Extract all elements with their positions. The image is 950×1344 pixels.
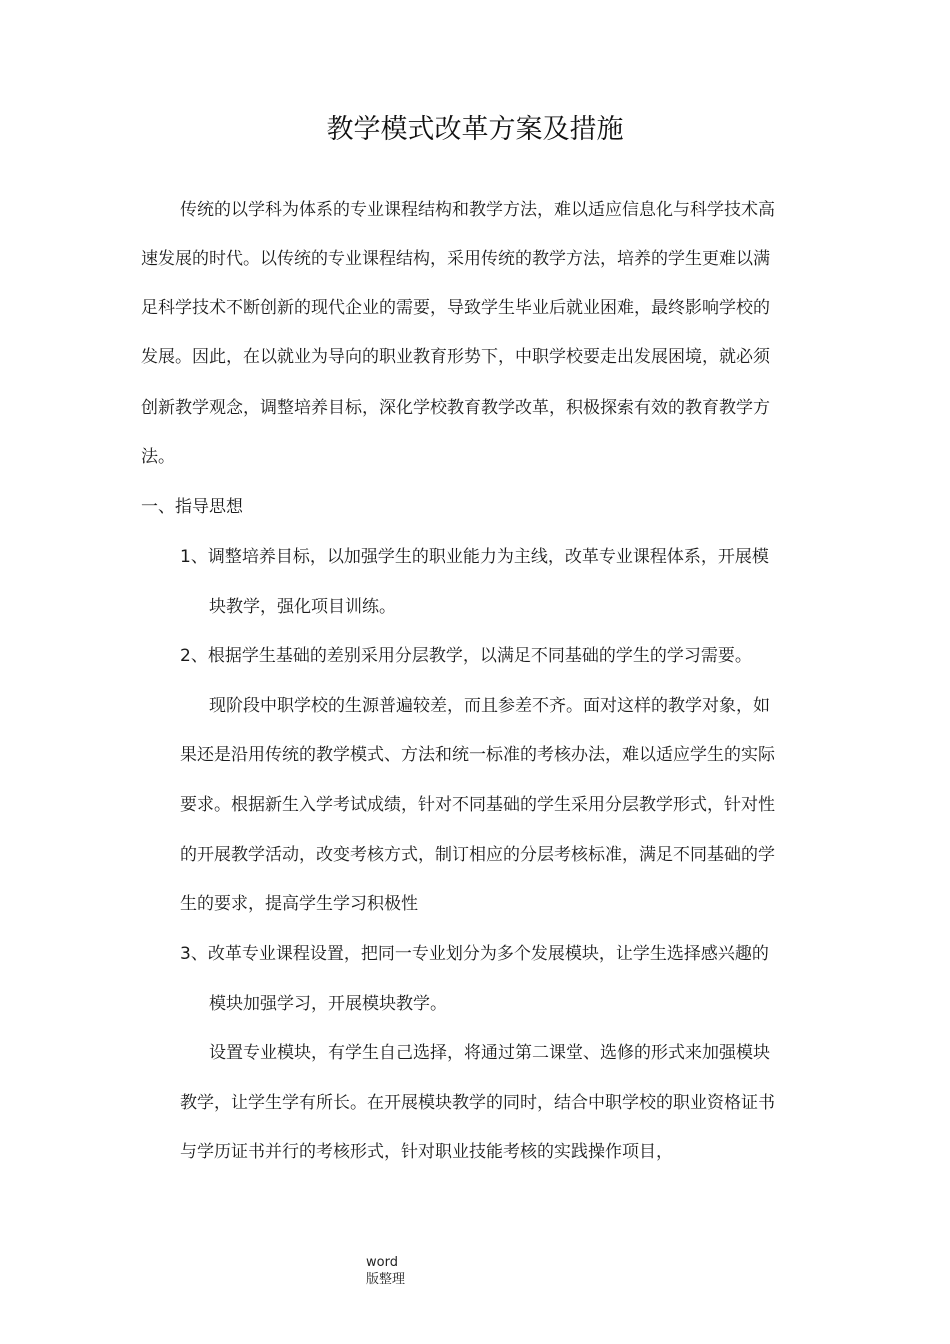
item2-body-line-2: 果还是沿用传统的教学模式、方法和统一标准的考核办法，难以适应学生的实际 (180, 745, 775, 765)
intro-line-3: 足科学技术不断创新的现代企业的需要，导致学生毕业后就业困难，最终影响学校的 (141, 298, 770, 318)
intro-line-5: 创新教学观念，调整培养目标，深化学校教育教学改革，积极探索有效的教育教学方 (141, 398, 770, 418)
item3-line-2: 模块加强学习，开展模块教学。 (209, 994, 447, 1014)
intro-line-2: 速发展的时代。以传统的专业课程结构，采用传统的教学方法，培养的学生更难以满 (141, 249, 770, 269)
item1-line-1: 1、调整培养目标，以加强学生的职业能力为主线，改革专业课程体系，开展模 (180, 547, 769, 567)
item2-body-line-4: 的开展教学活动，改变考核方式，制订相应的分层考核标准，满足不同基础的学 (180, 845, 775, 865)
intro-line-6: 法。 (141, 447, 175, 467)
item3-line-1: 3、改革专业课程设置，把同一专业划分为多个发展模块，让学生选择感兴趣的 (180, 944, 769, 964)
item2-body-line-5: 生的要求，提高学生学习积极性 (180, 894, 418, 914)
document-title: 教学模式改革方案及措施 (326, 114, 624, 145)
intro-line-1: 传统的以学科为体系的专业课程结构和教学方法，难以适应信息化与科学技术高 (180, 200, 775, 220)
item1-line-2: 块教学，强化项目训练。 (209, 597, 396, 617)
item3-body-line-1: 设置专业模块，有学生自己选择，将通过第二课堂、选修的形式来加强模块 (209, 1043, 770, 1063)
item2-body-line-1: 现阶段中职学校的生源普遍较差，而且参差不齐。面对这样的教学对象，如 (209, 696, 770, 716)
item3-body-line-2: 教学，让学生学有所长。在开展模块教学的同时，结合中职学校的职业资格证书 (180, 1093, 775, 1113)
intro-line-4: 发展。因此，在以就业为导向的职业教育形势下，中职学校要走出发展困境，就必须 (141, 347, 770, 367)
footer-word: word (366, 1255, 398, 1270)
item3-body-line-3: 与学历证书并行的考核形式，针对职业技能考核的实践操作项目， (180, 1142, 673, 1162)
footer-caption: 版整理 (366, 1272, 406, 1287)
section-heading: 一、指导思想 (141, 497, 243, 517)
item2-body-line-3: 要求。根据新生入学考试成绩，针对不同基础的学生采用分层教学形式，针对性 (180, 795, 775, 815)
item2-line-1: 2、根据学生基础的差别采用分层教学，以满足不同基础的学生的学习需要。 (180, 646, 752, 666)
